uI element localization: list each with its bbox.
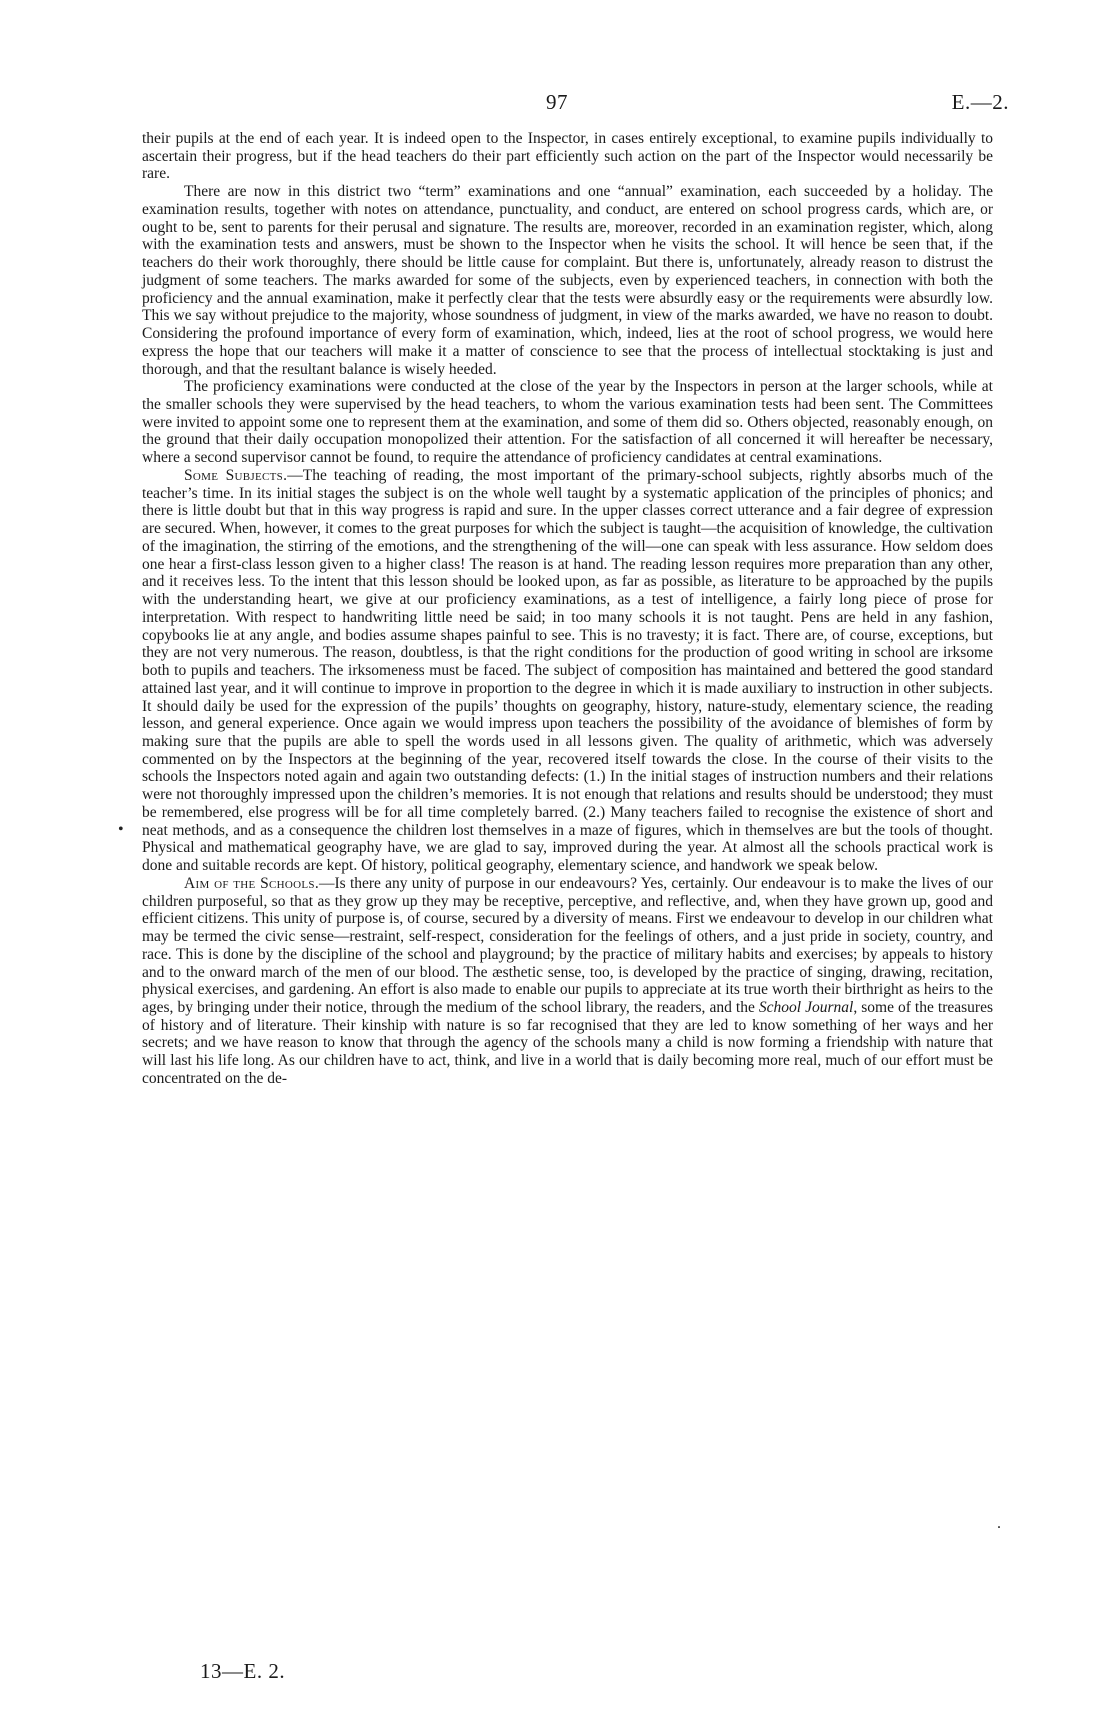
paragraph-some-subjects-text: —The teaching of reading, the most important of the primary-school subjects, rightly absorbs much of the teacher’s time. In its initial stages the subject is on the whole well taught by a systematic application of the principles of phonics; and there is little doubt but that in this way progress is rapid and sure. In the upper classes correct utterance and a fair degree of expression are secured. When, however, it comes to the great purposes for which the subject is taught—the acquisition of knowledge, the cultivation of the imagination, the stirring of the emotions, and the strengthening of the will—one can speak with less assurance. How seldom does one hear a first-class lesson given to a higher class! The reason is at hand. The reading lesson requires more preparation than any other, and it receives less. To the intent that this lesson should be looked upon, as far as possible, as literature to be approached by the pupils with the understanding heart, we give at our proficiency examinations, as a test of intelligence, a fairly long piece of prose for interpretation. With respect to handwriting little need be said; in too many schools it is not taught. Pens are held in any fashion, copybooks lie at any angle, and bodies assume shapes painful to see. This is no travesty; it is fact. There are, of course, exceptions, but they are not very numerous. The reason, doubtless, is that the right conditions for the production of good writing in school are irksome both to pupils and teachers. The irksomeness must be faced. The subject of composition has maintained and bettered the good standard attained last year, and it will continue to improve in proportion to the degree in which it is made auxiliary to instruction in other subjects. It should daily be used for the expression of the pupils’ thoughts on geography, history, nature-study, elementary science, the reading lesson, and general experience. Once again we would impress upon teachers the possibility of the avoidance of blemishes of form by making sure that the pupils are able to spell the words used in all lessons given. The quality of arithmetic, which was adversely commented on by the Inspectors at the beginning of the year, recovered itself towards the close. In the course of their visits to the schools the Inspectors noted again and again two outstanding defects: (1.) In the initial stages of instruction numbers and their relations were not thoroughly impressed upon the children’s memories. It is not enough that relations and results should be understood; they must be remembered, else progress will be for all time completely barred. (2.) Many teachers failed to recognise the existence of short and neat methods, and as a consequence the children lost themselves in a maze of figures, which in themselves are but the tools of thought. Physical and mathematical geography have, we are glad to say, improved during the year. At almost all the schools practical work is done and suitable records are kept. Of history, political geography, elementary science, and handwork we speak below.	[142, 466, 993, 875]
paragraph-2: There are now in this district two “term” examinations and one “annual” examination, each succeeded by a holiday. The examination results, together with notes on attendance, punctuality, and conduct, are entered on school progress cards, which are, or ought to be, sent to parents for their perusal and signature. The results are, moreover, recorded in an examination register, which, along with the examination tests and answers, must be shown to the Inspector when he visits the school. It will hence be seen that, if the teachers do their work thoroughly, there should be little cause for complaint. But there is, unfortunately, already reason to distrust the judgment of some teachers. The marks awarded for some of the subjects, even by experienced teachers, in connection with both the proficiency and the annual examination, make it perfectly clear that the tests were absurdly easy or the requirements were absurdly low. This we say without prejudice to the majority, whose soundness of judgment, in view of the marks awarded, we have no reason to doubt. Considering the profound importance of every form of examination, which, indeed, lies at the root of school progress, we would here express the hope that our teachers will make it a matter of conscience to see that the process of intellectual stocktaking is just and thorough, and that the resultant balance is wisely heeded.	[142, 183, 993, 378]
margin-dot-left: •	[118, 821, 124, 838]
section-heading-some-subjects: Some Subjects.	[184, 466, 288, 484]
margin-dot-right: .	[997, 1515, 1001, 1532]
paragraph-aim-text-b: , some of the treasures of history and of literature. Their kinship with nature is so far recognised that they are led to know something of her ways and her secrets; and we have reason to know that through the agency of the schools many a child is now forming a friendship with nature that will last his life long. As our children have to act, think, and live in a world that is daily becoming more real, much of our effort must be concentrated on the de-	[142, 998, 993, 1087]
paragraph-aim-text-a: —Is there any unity of purpose in our endeavours? Yes, certainly. Our endeavour is to make the lives of our children purposeful, so that as they grow up they may be receptive, perceptive, and reflective, and, when they have grown up, good and efficient citizens. This unity of purpose is, of course, secured by a diversity of means. First we endeavour to develop in our children what may be termed the civic sense—restraint, self-respect, consideration for the feelings of others, and a just pride in society, country, and race. This is done by the discipline of the school and playground; by the practice of military habits and exercises; by appeals to history and to the onward march of the men of our blood. The æsthetic sense, too, is developed by the practice of singing, drawing, recitation, physical exercises, and gardening. An effort is also made to enable our pupils to appreciate at its true worth their birthright as heirs to the ages, by bringing under their notice, through the medium of the school library, the readers, and the	[142, 874, 993, 1016]
report-code: E.—2.	[951, 90, 1009, 114]
journal-title: School Journal	[758, 998, 854, 1016]
paragraph-some-subjects	[142, 467, 993, 875]
page-number: 97	[546, 90, 568, 114]
footer-signature: 13—E. 2.	[200, 1659, 286, 1683]
paragraph-aim-of-schools	[142, 875, 993, 1088]
paragraph-1: their pupils at the end of each year. It is indeed open to the Inspector, in cases entirely exceptional, to examine pupils individually to ascertain their progress, but if the head teachers do their part efficiently such action on the part of the Inspector would necessarily be rare.	[142, 130, 993, 183]
section-heading-aim-of-schools: Aim of the Schools.	[184, 874, 320, 892]
body-text	[142, 130, 993, 1088]
paragraph-3: The proficiency examinations were conducted at the close of the year by the Inspectors in person at the larger schools, while at the smaller schools they were supervised by the head teachers, to whom the various examination tests had been sent. The Committees were invited to appoint some one to represent them at the examination, and some of them did so. Others objected, reasonably enough, on the ground that their daily occupation monopolized their attention. For the satisfaction of all concerned it will hereafter be necessary, where a second supervisor cannot be found, to require the attendance of proficiency candidates at central examinations.	[142, 378, 993, 467]
